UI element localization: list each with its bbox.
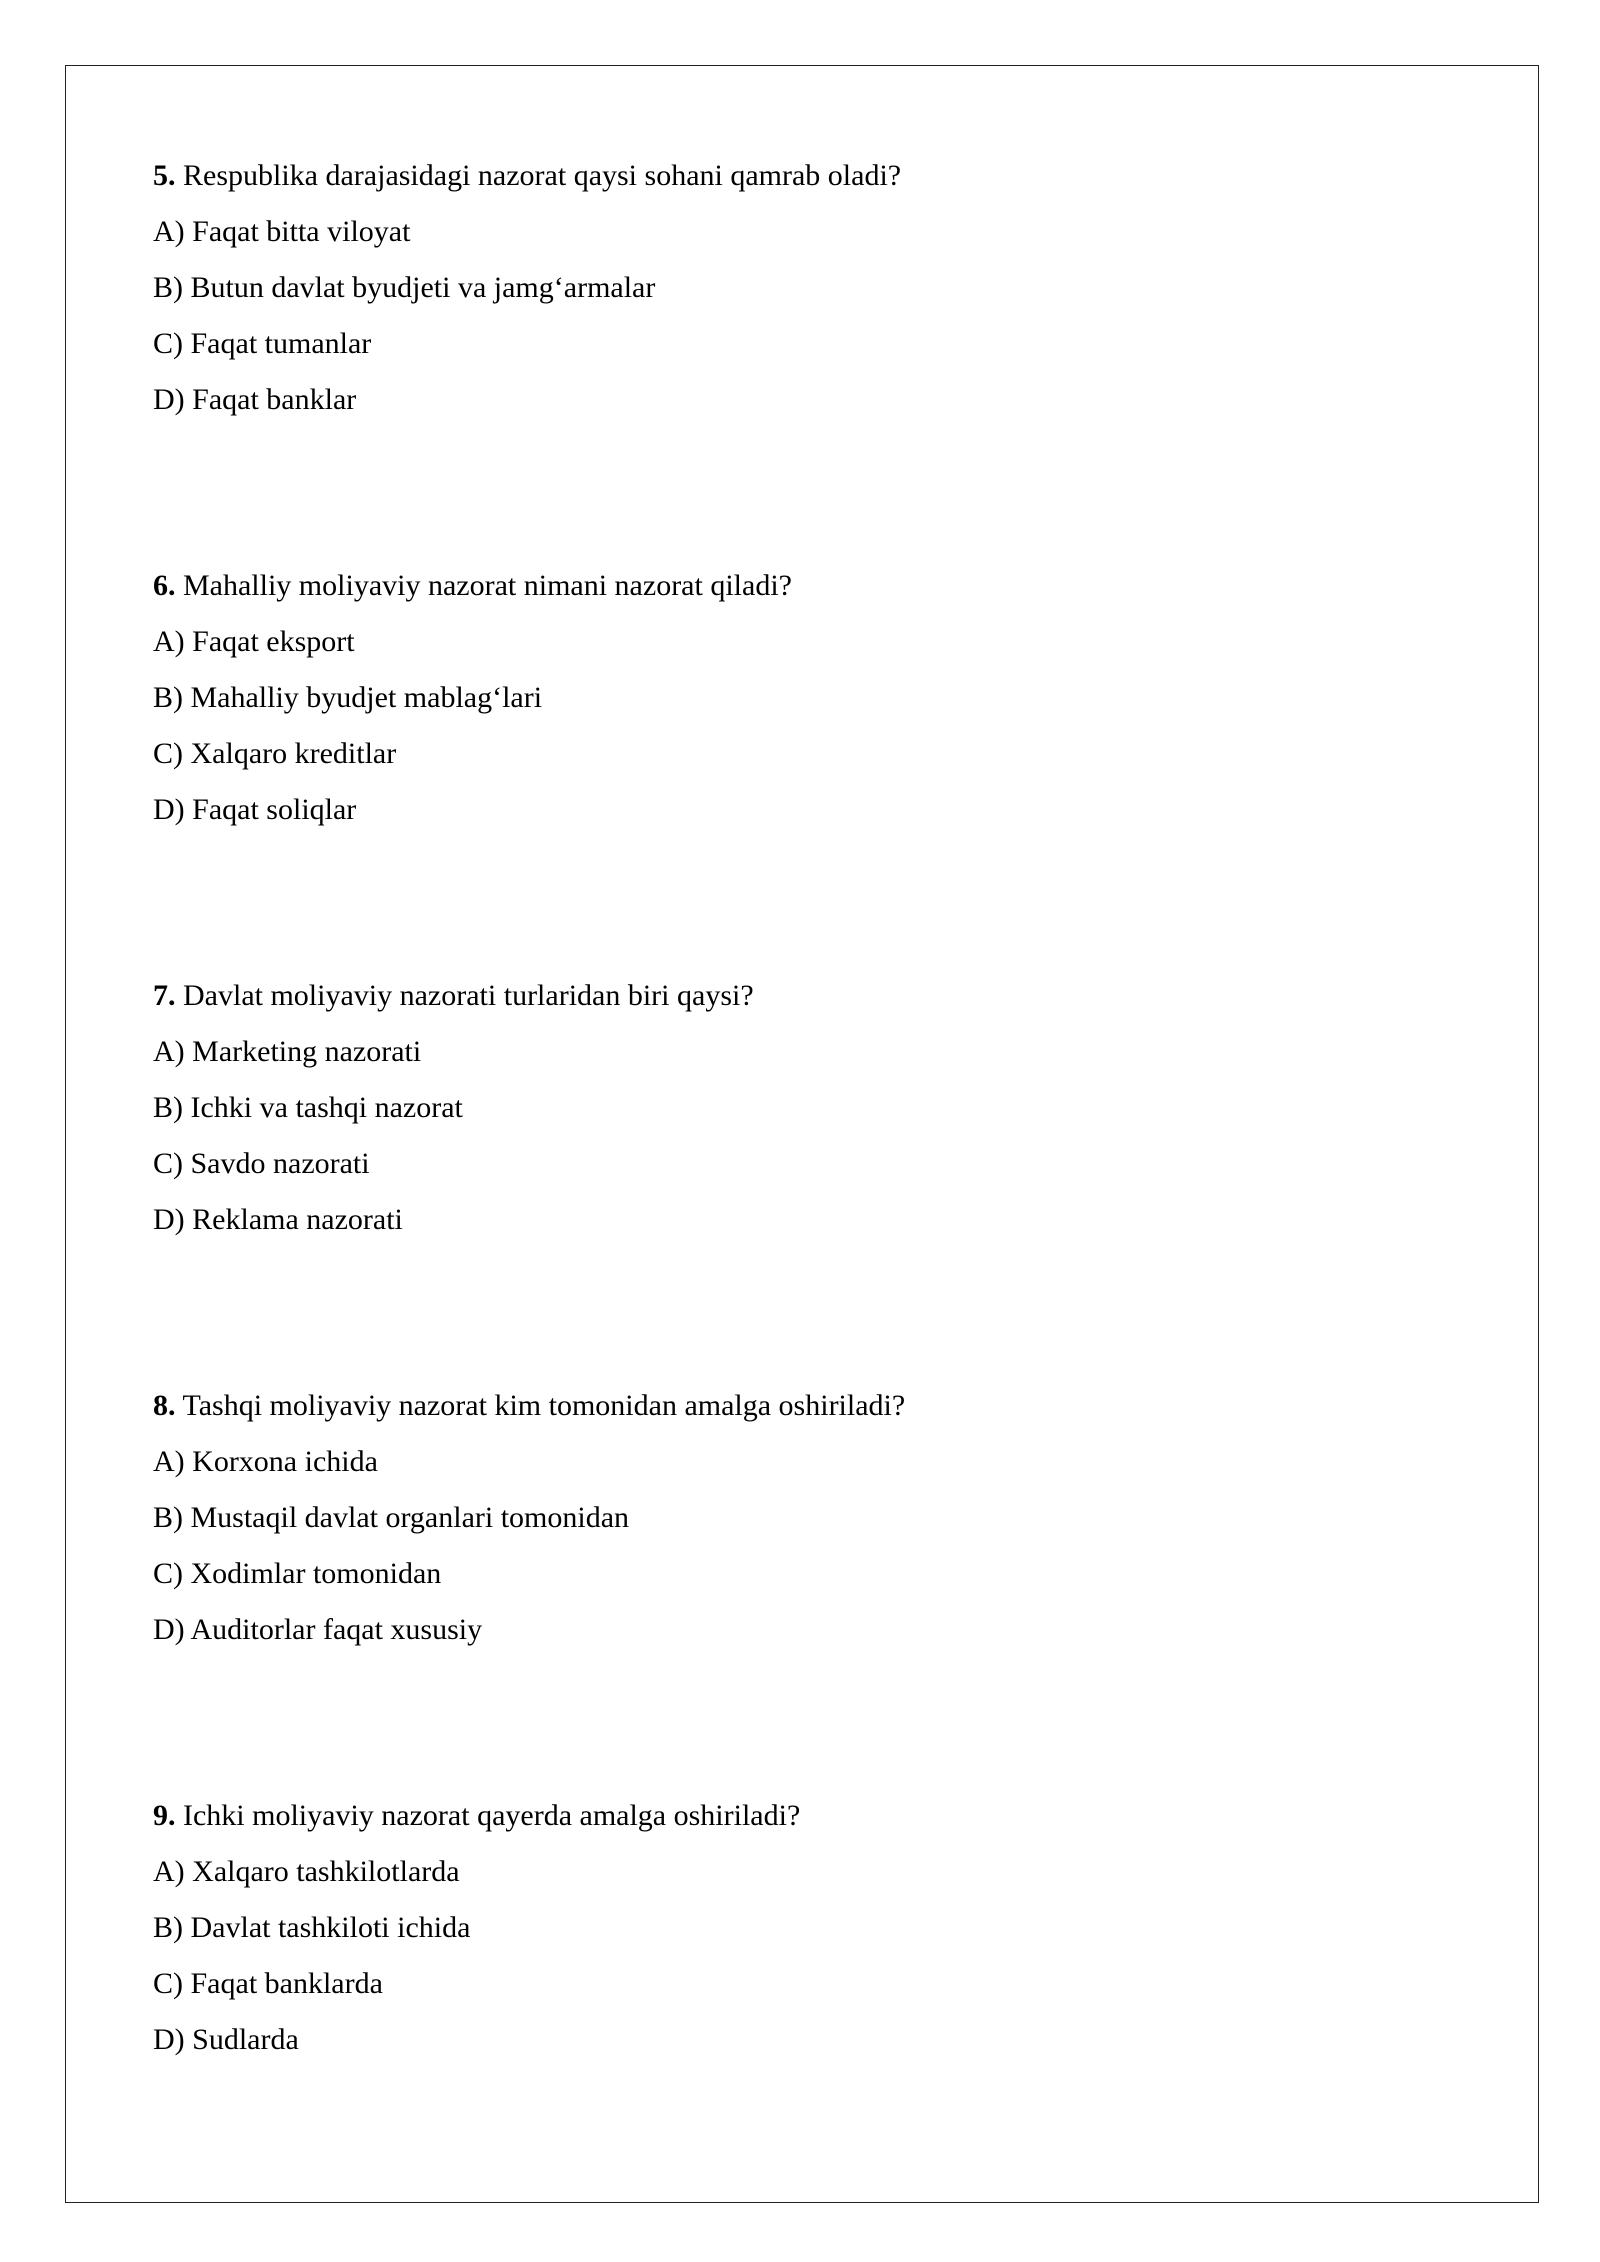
option-c: C) Faqat banklarda <box>153 1967 383 2000</box>
option-c: C) Savdo nazorati <box>153 1147 370 1180</box>
question-number: 9. <box>153 1799 176 1832</box>
question-8 <box>153 1378 1453 1658</box>
option-c: C) Xalqaro kreditlar <box>153 737 397 770</box>
option-d: D) Sudlarda <box>153 2023 299 2056</box>
question-text <box>153 1378 1453 1434</box>
option-d: D) Faqat banklar <box>153 383 357 416</box>
option-a: A) Faqat bitta viloyat <box>153 215 411 248</box>
question-text <box>153 1788 1453 1844</box>
option-d: D) Auditorlar faqat xususiy <box>153 1613 483 1646</box>
question-prompt: Mahalliy moliyaviy nazorat nimani nazorat qiladi? <box>183 569 792 602</box>
question-prompt: Ichki moliyaviy nazorat qayerda amalga oshiriladi? <box>183 1799 801 1832</box>
option-c: C) Xodimlar tomonidan <box>153 1557 442 1590</box>
option-a: A) Xalqaro tashkilotlarda <box>153 1855 460 1888</box>
option-d: D) Reklama nazorati <box>153 1203 403 1236</box>
question-9 <box>153 1788 1453 2068</box>
question-number: 7. <box>153 979 176 1012</box>
option-c: C) Faqat tumanlar <box>153 327 372 360</box>
question-number: 5. <box>153 159 176 192</box>
question-prompt: Tashqi moliyaviy nazorat kim tomonidan amalga oshiriladi? <box>182 1389 906 1422</box>
question-prompt: Respublika darajasidagi nazorat qaysi sohani qamrab oladi? <box>183 159 902 192</box>
question-text <box>153 968 1453 1024</box>
question-number: 8. <box>153 1389 176 1422</box>
option-b: B) Davlat tashkiloti ichida <box>153 1911 471 1944</box>
question-6 <box>153 558 1453 838</box>
option-b: B) Mahalliy byudjet mablag‘lari <box>153 681 543 714</box>
question-5 <box>153 148 1453 428</box>
option-b: B) Mustaqil davlat organlari tomonidan <box>153 1501 630 1534</box>
question-number: 6. <box>153 569 176 602</box>
document-content <box>153 148 1453 2068</box>
option-a: A) Marketing nazorati <box>153 1035 422 1068</box>
option-d: D) Faqat soliqlar <box>153 793 357 826</box>
option-b: B) Butun davlat byudjeti va jamg‘armalar <box>153 271 656 304</box>
option-b: B) Ichki va tashqi nazorat <box>153 1091 463 1124</box>
question-text <box>153 558 1453 614</box>
question-text <box>153 148 1453 204</box>
option-a: A) Korxona ichida <box>153 1445 378 1478</box>
option-a: A) Faqat eksport <box>153 625 355 658</box>
question-prompt: Davlat moliyaviy nazorati turlaridan biri qaysi? <box>183 979 754 1012</box>
question-7 <box>153 968 1453 1248</box>
